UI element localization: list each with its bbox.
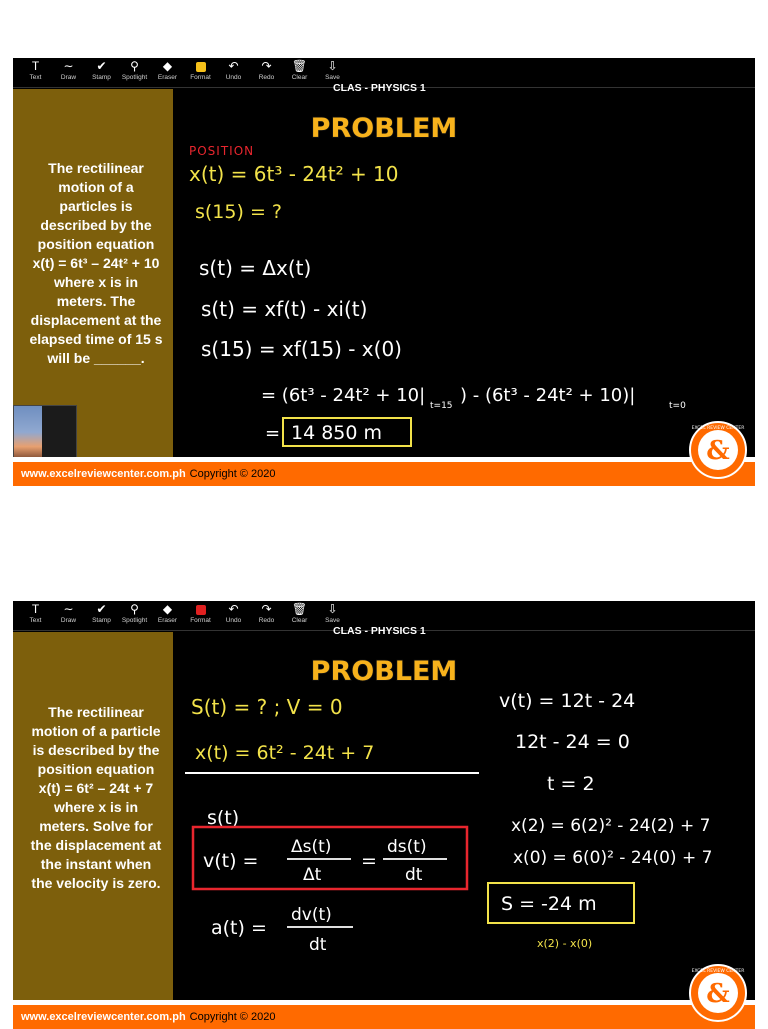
svg-text:EXCEL REVIEW CENTER: EXCEL REVIEW CENTER bbox=[691, 426, 745, 431]
text-icon: T bbox=[31, 59, 40, 73]
clear-tool-button[interactable]: 🗑 Clear bbox=[291, 602, 308, 624]
clear-icon: 🗑 bbox=[291, 59, 308, 73]
footer-copyright: Copyright © 2020 bbox=[189, 468, 276, 480]
footer-copyright: Copyright © 2020 bbox=[189, 1011, 276, 1023]
displacement-note: x(2) - x(0) bbox=[537, 937, 593, 950]
svg-text:&: & bbox=[706, 436, 730, 466]
s-of-t: s(t) bbox=[207, 807, 240, 829]
velocity-function: v(t) = 12t - 24 bbox=[499, 690, 636, 712]
eraser-icon: ◆ bbox=[162, 602, 173, 616]
save-tool-button[interactable]: ⇩ Save bbox=[325, 602, 340, 624]
eraser-icon: ◆ bbox=[162, 59, 173, 73]
acceleration-numerator: dv(t) bbox=[291, 905, 332, 925]
step-4-limit-b: t=0 bbox=[669, 401, 686, 411]
presenter-video-thumbnail[interactable] bbox=[13, 405, 77, 465]
footer-website: www.excelreviewcenter.com.ph bbox=[21, 468, 186, 480]
excel-review-center-logo bbox=[688, 963, 748, 1023]
redo-icon: ↷ bbox=[261, 602, 272, 616]
answer-value: S = -24 m bbox=[501, 893, 597, 915]
velocity-denominator-1: Δt bbox=[303, 865, 322, 885]
step-2: s(t) = xf(t) - xi(t) bbox=[201, 297, 368, 321]
format-tool-button[interactable]: Format bbox=[184, 601, 217, 631]
save-icon: ⇩ bbox=[327, 602, 338, 616]
velocity-equals: = bbox=[361, 850, 377, 872]
excel-review-center-logo bbox=[688, 420, 748, 480]
clear-tool-button[interactable]: 🗑 Clear bbox=[291, 59, 308, 81]
footer-bar bbox=[13, 457, 755, 486]
redo-icon: ↷ bbox=[261, 59, 272, 73]
question-text: The rectilinear motion of a particles is described by the position equation x(t) = 6t³ – 24t² + 10 where x is in meters. The displacement at the elapsed time of 15 s will be ______. bbox=[29, 160, 163, 366]
step-1: s(t) = Δx(t) bbox=[199, 256, 312, 280]
slide-1 bbox=[13, 58, 755, 486]
stamp-tool-button[interactable]: ✔ Stamp bbox=[92, 602, 111, 624]
position-equation: x(t) = 6t³ - 24t² + 10 bbox=[189, 162, 399, 186]
time-solution: t = 2 bbox=[547, 773, 595, 795]
velocity-numerator-2: ds(t) bbox=[387, 837, 427, 857]
redo-tool-button[interactable]: ↷ Redo bbox=[258, 602, 275, 624]
spotlight-icon: ⚲ bbox=[130, 602, 139, 616]
eraser-tool-button[interactable]: ◆ Eraser bbox=[157, 602, 178, 624]
footer-website: www.excelreviewcenter.com.ph bbox=[21, 1011, 186, 1023]
stamp-tool-button[interactable]: ✔ Stamp bbox=[92, 59, 111, 81]
course-title: CLAS - PHYSICS 1 bbox=[333, 625, 426, 637]
slide-2 bbox=[13, 601, 755, 1029]
position-note: POSITION bbox=[189, 144, 255, 158]
format-tool-button[interactable]: Format bbox=[184, 58, 217, 88]
draw-tool-button[interactable]: ∼ Draw bbox=[60, 602, 77, 624]
spotlight-tool-button[interactable]: ⚲ Spotlight bbox=[121, 602, 148, 624]
step-4-part-b: ) - (6t³ - 24t² + 10)| bbox=[460, 385, 636, 406]
text-icon: T bbox=[31, 602, 40, 616]
undo-tool-button[interactable]: ↶ Undo bbox=[225, 602, 242, 624]
step-4-limit-a: t=15 bbox=[430, 401, 453, 411]
svg-text:PROBLEM: PROBLEM bbox=[310, 113, 458, 144]
x-at-0: x(0) = 6(0)² - 24(0) + 7 bbox=[513, 848, 713, 868]
question-text: The rectilinear motion of a particle is described by the position equation x(t) = 6t² – 24t + 7 where x is in meters. Solve for the displacement at the instant when the velocity is zero. bbox=[30, 704, 162, 891]
given-values: S(t) = ? ; V = 0 bbox=[191, 695, 343, 719]
format-swatch-icon bbox=[196, 62, 206, 72]
format-swatch-icon bbox=[196, 605, 206, 615]
undo-icon: ↶ bbox=[228, 59, 239, 73]
acceleration-denominator: dt bbox=[309, 935, 327, 955]
course-title: CLAS - PHYSICS 1 bbox=[333, 82, 426, 94]
step-4-part-a: = (6t³ - 24t² + 10| bbox=[261, 385, 426, 406]
text-tool-button[interactable]: T Text bbox=[29, 59, 42, 81]
spotlight-tool-button[interactable]: ⚲ Spotlight bbox=[121, 59, 148, 81]
position-equation: x(t) = 6t² - 24t + 7 bbox=[195, 742, 375, 764]
answer-value: 14 850 m bbox=[291, 422, 383, 444]
step-3: s(15) = xf(15) - x(0) bbox=[201, 337, 402, 361]
svg-text:&: & bbox=[706, 979, 730, 1009]
save-icon: ⇩ bbox=[327, 59, 338, 73]
undo-tool-button[interactable]: ↶ Undo bbox=[225, 59, 242, 81]
svg-text:PROBLEM: PROBLEM bbox=[310, 656, 458, 687]
question-panel bbox=[13, 89, 173, 457]
footer-bar bbox=[13, 1000, 755, 1029]
save-tool-button[interactable]: ⇩ Save bbox=[325, 59, 340, 81]
draw-icon: ∼ bbox=[63, 602, 74, 616]
eraser-tool-button[interactable]: ◆ Eraser bbox=[157, 59, 178, 81]
text-tool-button[interactable]: T Text bbox=[29, 602, 42, 624]
draw-tool-button[interactable]: ∼ Draw bbox=[60, 59, 77, 81]
velocity-zero: 12t - 24 = 0 bbox=[515, 731, 630, 753]
undo-icon: ↶ bbox=[228, 602, 239, 616]
answer-equals: = bbox=[265, 423, 281, 444]
redo-tool-button[interactable]: ↷ Redo bbox=[258, 59, 275, 81]
acceleration-lhs: a(t) = bbox=[211, 917, 267, 939]
clear-icon: 🗑 bbox=[291, 602, 308, 616]
spotlight-icon: ⚲ bbox=[130, 59, 139, 73]
svg-text:EXCEL REVIEW CENTER: EXCEL REVIEW CENTER bbox=[691, 969, 745, 974]
whiteboard-solution bbox=[173, 661, 755, 1001]
stamp-icon: ✔ bbox=[96, 59, 107, 73]
whiteboard-solution bbox=[173, 118, 755, 458]
velocity-lhs: v(t) = bbox=[203, 850, 259, 872]
stamp-icon: ✔ bbox=[96, 602, 107, 616]
velocity-denominator-2: dt bbox=[405, 865, 423, 885]
velocity-numerator-1: Δs(t) bbox=[291, 837, 332, 857]
draw-icon: ∼ bbox=[63, 59, 74, 73]
x-at-2: x(2) = 6(2)² - 24(2) + 7 bbox=[511, 816, 711, 836]
unknown-s15: s(15) = ? bbox=[195, 201, 282, 223]
question-panel bbox=[13, 632, 173, 1000]
